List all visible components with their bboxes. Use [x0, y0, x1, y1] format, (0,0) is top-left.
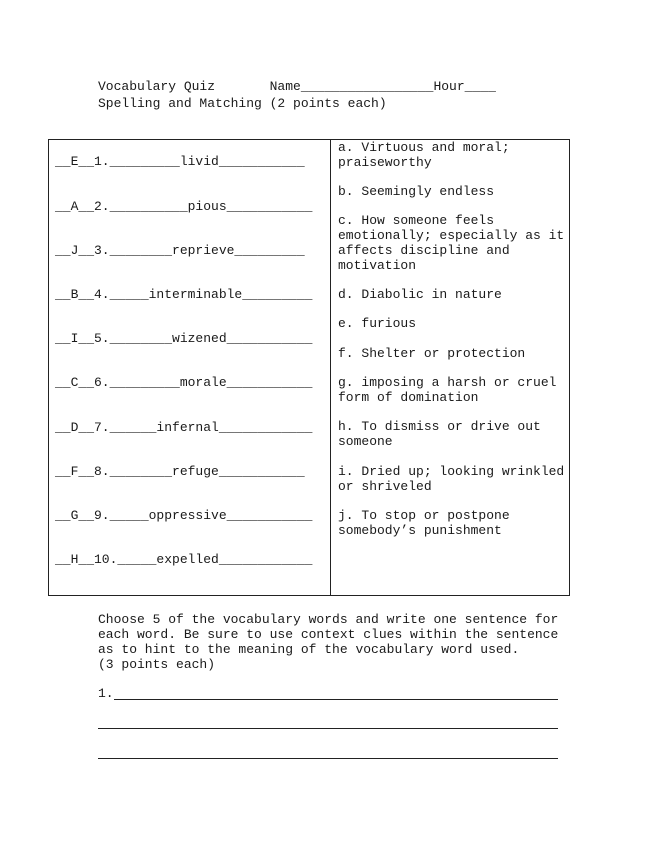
matching-item: __F__8.________refuge___________	[55, 464, 305, 479]
sentence-number-label: 1.	[98, 686, 114, 701]
definition-item: b. Seemingly endless	[338, 184, 495, 199]
sentence-answer-line[interactable]	[98, 758, 558, 759]
matching-item: __G__9._____oppressive___________	[55, 508, 313, 523]
sentence-answer-line[interactable]	[114, 699, 558, 700]
matching-item: __E__1._________livid___________	[55, 154, 305, 169]
definition-item: e. furious	[338, 316, 417, 331]
definition-item: f. Shelter or protection	[338, 346, 526, 361]
matching-item: __D__7.______infernal____________	[55, 420, 313, 435]
sentence-instructions: Choose 5 of the vocabulary words and write one sentence for each word. Be sure to use context clues within the sentence as to hint to the meaning of the vocabulary word used. (3 points each)	[98, 612, 559, 672]
quiz-title-line: Vocabulary Quiz Name_________________Hour____	[98, 79, 496, 94]
matching-item: __J__3.________reprieve_________	[55, 243, 305, 258]
definition-item: i. Dried up; looking wrinkled or shriveled	[338, 464, 565, 494]
definition-item: g. imposing a harsh or cruel form of domination	[338, 375, 557, 405]
sentence-answer-line[interactable]	[98, 728, 558, 729]
matching-column-divider	[330, 139, 331, 596]
matching-item: __A__2.__________pious___________	[55, 199, 313, 214]
matching-item: __C__6._________morale___________	[55, 375, 313, 390]
matching-item: __I__5.________wizened___________	[55, 331, 313, 346]
matching-item: __H__10._____expelled____________	[55, 552, 313, 567]
matching-item: __B__4._____interminable_________	[55, 287, 313, 302]
definition-item: h. To dismiss or drive out someone	[338, 419, 541, 449]
definition-item: d. Diabolic in nature	[338, 287, 502, 302]
quiz-subtitle: Spelling and Matching (2 points each)	[98, 96, 387, 111]
definition-item: j. To stop or postpone somebody’s punishment	[338, 508, 510, 538]
definition-item: c. How someone feels emotionally; especially as it affects discipline and motivation	[338, 213, 565, 273]
definition-item: a. Virtuous and moral; praiseworthy	[338, 140, 510, 170]
